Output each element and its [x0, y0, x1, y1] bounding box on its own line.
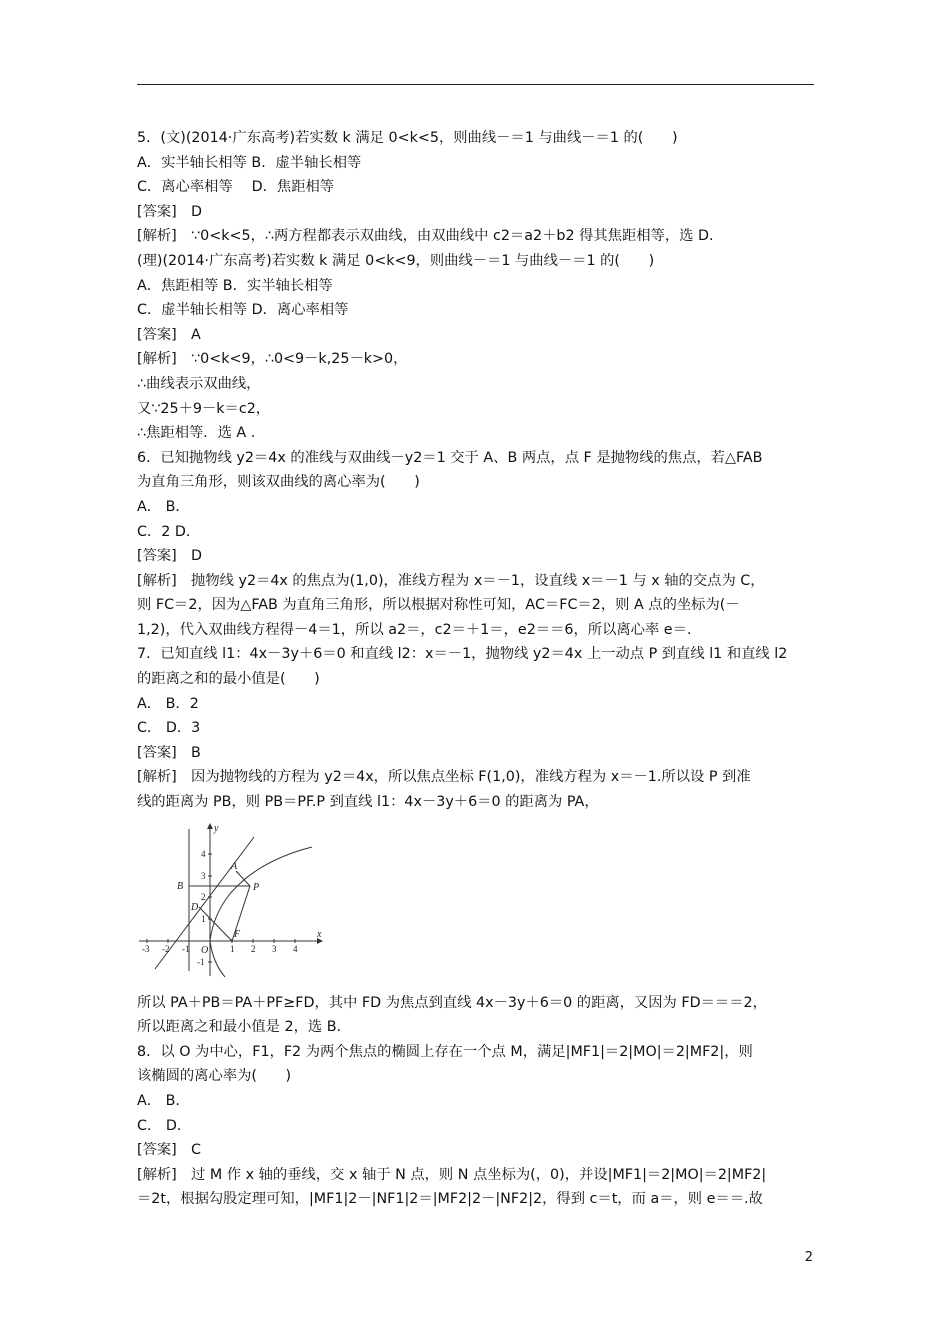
text-line: 又∵25＋9－k＝c2，: [137, 400, 271, 417]
point-b-label: B: [177, 880, 184, 892]
document-body: [137, 126, 817, 1212]
text-line: [答案] A: [137, 326, 201, 343]
text-line: C．虚半轴长相等 D．离心率相等: [137, 302, 349, 319]
y-tick-label: 2: [201, 891, 206, 902]
text-line: 所以 PA＋PB＝PA＋PF≥FD，其中 FD 为焦点到直线 4x－3y＋6＝0 的距离，又因为 FD＝＝＝2，: [137, 994, 767, 1011]
x-tick-label: -1: [182, 943, 190, 954]
x-tick-label: -2: [162, 943, 170, 954]
segment-pa: [236, 871, 250, 886]
parabola-lower: [210, 941, 225, 977]
text-line: [答案] C: [137, 1142, 202, 1159]
x-tick-label: 3: [272, 943, 277, 954]
text-line: ∴焦距相等．选 A .: [137, 425, 256, 442]
text-line: (理)(2014·广东高考)若实数 k 满足 0<k<9，则曲线－＝1 与曲线－＝1 的( ): [137, 252, 655, 269]
text-line: A． B．: [137, 498, 190, 515]
text-line: ＝2t，根据勾股定理可知，|MF1|2－|NF1|2＝|MF2|2－|NF2|2，得到 c＝t，而 a＝，则 e＝＝.故: [137, 1191, 763, 1208]
text-line: [答案] B: [137, 744, 201, 761]
text-line: A．实半轴长相等 B．虚半轴长相等: [137, 154, 362, 171]
text-line: 所以距离之和最小值是 2，选 B.: [137, 1019, 342, 1036]
text-line: 线的距离为 PB，则 PB＝PF.P 到直线 l1：4x－3y＋6＝0 的距离为 PA，: [137, 794, 599, 811]
x-tick-label: 1: [230, 943, 235, 954]
segment-fd: [199, 907, 232, 941]
x-tick-label: 2: [251, 943, 256, 954]
text-line: A．焦距相等 B．实半轴长相等: [137, 277, 333, 294]
point-p-label: P: [253, 881, 260, 893]
text-line: 8．以 O 为中心，F1，F2 为两个焦点的椭圆上存在一个点 M，满足|MF1|＝2|MO|＝2|MF2|，则: [137, 1043, 753, 1060]
point-a-label: A: [231, 860, 238, 872]
text-line: ∴曲线表示双曲线，: [137, 375, 261, 392]
text-line: 7．已知直线 l1：4x－3y＋6＝0 和直线 l2：x＝－1，抛物线 y2＝4x 上一动点 P 到直线 l1 和直线 l2: [137, 646, 788, 663]
x-tick-label: -3: [142, 943, 150, 954]
text-line: A． B．: [137, 1093, 190, 1109]
text-line: [答案] D: [137, 548, 203, 565]
text-line: [解析] ∵0<k<9，∴0<9－k,25－k>0，: [137, 351, 408, 368]
point-d-label: D: [191, 901, 199, 913]
text-block-after-figure: [137, 991, 817, 1212]
text-line: 为直角三角形，则该双曲线的离心率为( ): [137, 474, 420, 491]
y-tick-label: 4: [201, 848, 206, 859]
y-tick-label: 1: [201, 913, 206, 924]
text-line: 1,2)，代入双曲线方程得－4＝1，所以 a2＝，c2＝＋1＝，e2＝＝6，所以离心率 e＝.: [137, 621, 692, 638]
text-line: [解析] 因为抛物线的方程为 y2＝4x，所以焦点坐标 F(1,0)，准线方程为 x＝－1.所以设 P 到准: [137, 769, 751, 786]
text-line: 该椭圆的离心率为( ): [137, 1068, 292, 1085]
origin-label: O: [201, 944, 209, 956]
text-line: C．离心率相等 D．焦距相等: [137, 179, 335, 196]
text-line: [解析] 抛物线 y2＝4x 的焦点为(1,0)，准线方程为 x＝－1，设直线 x＝－1 与 x 轴的交点为 C，: [137, 572, 765, 589]
text-line: C． D．3: [137, 720, 201, 737]
text-line: 6．已知抛物线 y2＝4x 的准线与双曲线－y2＝1 交于 A、B 两点，点 F 是抛物线的焦点，若△FAB: [137, 449, 763, 466]
x-tick-label: 4: [293, 943, 298, 954]
point-f-label: F: [234, 928, 241, 940]
text-line: A． B．2: [137, 695, 199, 712]
page-number: 2: [804, 1250, 813, 1265]
text-line: C． D．: [137, 1117, 192, 1134]
header-rule: [137, 84, 814, 85]
parabola-curve: [210, 847, 312, 941]
text-line: 5．(文)(2014·广东高考)若实数 k 满足 0<k<5，则曲线－＝1 与曲线－＝1 的( ): [137, 130, 678, 146]
text-line: [解析] 过 M 作 x 轴的垂线，交 x 轴于 N 点，则 N 点坐标为(，0)，并设|MF1|＝2|MO|＝2|MF2|: [137, 1166, 767, 1183]
text-line: 则 FC＝2，因为△FAB 为直角三角形，所以根据对称性可知，AC＝FC＝2，则 A 点的坐标为(－: [137, 597, 740, 614]
y-axis-label: y: [214, 822, 219, 834]
text-block-before-figure: [137, 126, 817, 815]
text-line: [解析] ∵0<k<5，∴两方程都表示双曲线，由双曲线中 c2＝a2＋b2 得其焦距相等，选 D.: [137, 228, 714, 245]
x-axis-label: x: [317, 928, 322, 940]
y-tick-label: 3: [201, 870, 206, 881]
text-line: [答案] D: [137, 203, 203, 220]
text-line: 的距离之和的最小值是( ): [137, 671, 320, 688]
y-tick-label: -1: [197, 956, 205, 967]
parabola-figure: [137, 821, 327, 981]
text-line: C．2 D．: [137, 523, 201, 540]
